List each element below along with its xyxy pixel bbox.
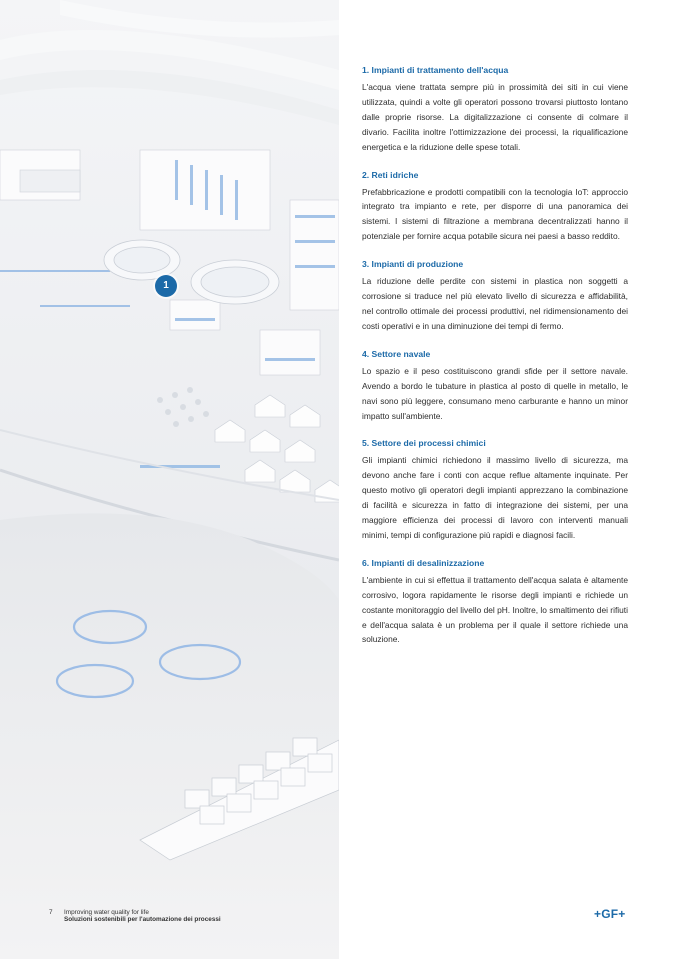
- page-number: 7: [49, 909, 53, 916]
- section-chemical-processes: [362, 437, 628, 542]
- section-water-treatment: [362, 64, 628, 155]
- section-desalination: [362, 557, 628, 648]
- gf-logo: +GF+: [594, 907, 626, 921]
- section-body: Gli impianti chimici richiedono il massimo livello di sicurezza, ma devono anche fare i conti con acque reflue altamente inquinate. Per questo motivo gli operatori degli impianti apprezzano la combinazione di facilità e sicurezza in fatto di integrazione dei sistemi, per una maggiore efficienza dei processi di lavoro con interventi manuali minimi, tempi di configurazione più rapidi e diagnosi facili.: [362, 455, 628, 540]
- section-marine: [362, 348, 628, 424]
- section-title: 6. Impianti di desalinizzazione: [362, 557, 485, 568]
- section-title: 3. Impianti di produzione: [362, 259, 464, 270]
- text-column: [362, 64, 628, 661]
- section-title: 1. Impianti di trattamento dell'acqua: [362, 65, 509, 75]
- section-title: 5. Settore dei processi chimici: [362, 438, 486, 449]
- section-title: 2. Reti idriche: [362, 169, 419, 180]
- section-body: Prefabbricazione e prodotti compatibili con la tecnologia IoT: approccio integrato tra impianto e rete, per disporre di una panoramica dei sistemi. I sistemi di filtrazione a membrana decentralizzati hanno il potenziale per fornire acqua potabile sicura nei paesi a basso reddito.: [362, 186, 628, 242]
- section-title: 4. Settore navale: [362, 348, 431, 359]
- callout-marker[interactable]: 1: [155, 275, 177, 297]
- footer-subtitle: Soluzioni sostenibili per l'automazione dei processi: [64, 916, 221, 923]
- section-body: Lo spazio e il peso costituiscono grandi sfide per il settore navale. Avendo a bordo le tubature in plastica al posto di quelle in metallo, le navi sono più leggere, consumano meno carburante e hanno un minor impatto sull'ambiente.: [362, 365, 628, 421]
- section-body: L'ambiente in cui si effettua il trattamento dell'acqua salata è altamente corrosivo, logora rapidamente le risorse degli impianti e richiede un costante monitoraggio del livello del pH. Inoltre, lo smaltimento dei rifiuti e dell'acqua salata è un problema per il quale il settore richiede una soluzione.: [362, 574, 628, 645]
- section-water-networks: [362, 169, 628, 245]
- footer-title: Improving water quality for life: [64, 909, 149, 916]
- section-production-plants: [362, 258, 628, 334]
- section-body: La riduzione delle perdite con sistemi in plastica non soggetti a corrosione si traduce nel più elevato livello di sicurezza e affidabilità, nel controllo ottimale dei processi produttivi, nel ridimensionamento dei costi operativi e in una diminuzione dei tempi di fermo.: [362, 276, 628, 331]
- section-body: L'acqua viene trattata sempre più in prossimità dei siti in cui viene utilizzata, quindi a volte gli operatori possono trovarsi piuttosto lontano dalle proprie risorse. La digitalizzazione ci consente di colmare il divario. Facilita inoltre l'ottimizzazione dei processi, la riqualificazione energetica e la riduzione delle spese totali.: [362, 82, 628, 152]
